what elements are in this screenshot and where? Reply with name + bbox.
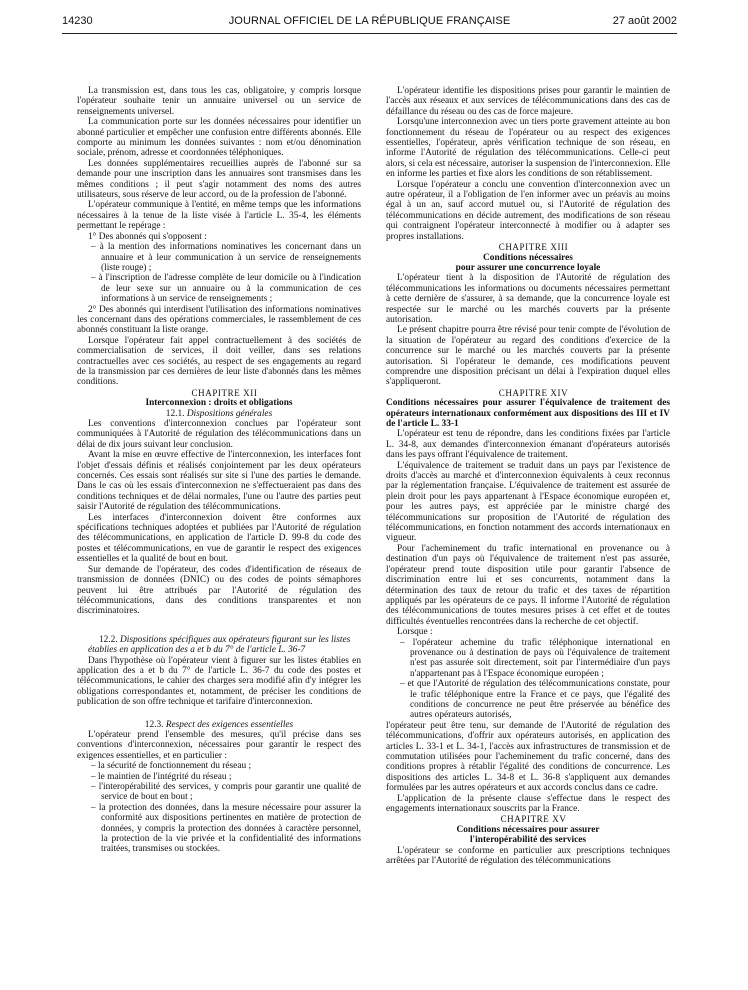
list-item: – le maintien de l'intégrité du réseau ; [91,771,232,782]
paragraph: L'opérateur tient à la disposition de l'Autorité de régulation des télécommunications les informations ou documents nécessaires permettant à cette dernière de s'assurer, à sa demande, que la concurrence loyale est respectée sur le marché ou les marchés couverts par la présente autorisation. [386,273,670,325]
page-number: 14230 [62,15,93,27]
paragraph: Lorsque l'opérateur fait appel contractuellement à des sociétés de commercialisation de services, il doit veiller, dans ses relations contractuelles avec ces sociétés, au respect de ses engagements au regard de la transmission par ces dernières de leur liste d'abonnés dans les mêmes conditions. [77,335,361,388]
paragraph: Pour l'acheminement du trafic international en provenance ou à destination d'un pays où l'équivalence de traitement n'est pas assurée, l'opérateur prend toute disposition utile pour garantir l'absence de discrimination entre lui et ses concurrents, notamment dans la détermination des taux de retour du trafic et des taxes de répartition appliqués par les opérateurs de ce pays. Il informe l'Autorité de régulation des télécommunications de toutes mesures prises à cet effet et de toutes difficultés éventuelles rencontrées dans la recherche de cet objectif. [386,543,670,627]
paragraph: Les conventions d'interconnexion conclues par l'opérateur sont communiquées à l'Autorité de régulation des télécommunications dans un délai de dix jours suivant leur conclusion. [77,419,361,450]
paragraph: L'application de la présente clause s'effectue dans le respect des engagements internationaux souscrits par la France. [386,793,670,815]
paragraph: L'opérateur se conforme en particulier aux prescriptions techniques arrêtées par l'Autorité de régulation des télécommunications [386,845,670,867]
paragraph: L'opérateur communique à l'entité, en même temps que les informations nécessaires à la tenue de la liste visée à l'article L. 35-4, les éléments permettant le repérage : [77,200,361,232]
paragraph: L'opérateur prend l'ensemble des mesures, qu'il précise dans ses conventions d'interconnexion, nécessaires pour garantir le respect des exigences essentielles, et en particulier : [77,729,361,761]
paragraph: 1° Des abonnés qui s'opposent : [88,231,207,242]
chapter-title: Interconnexion : droits et obligations [145,398,293,409]
section-heading [77,635,361,656]
paragraph: Le présent chapitre pourra être révisé pour tenir compte de l'évolution de la situation de l'opérateur au regard des conditions d'exercice de la concurrence sur le marché ou les marchés couverts par la présente autorisation. Si l'opérateur le demande, ces modifications peuvent comprendre une disposition précisant un délai à l'expiration duquel elles s'appliqueront. [386,325,670,388]
chapter-heading: CHAPITRE XIV [498,387,569,398]
paragraph: Les données supplémentaires recueillies auprès de l'abonné sur sa demande pour une inscription dans les annuaires sont transmises dans les mêmes conditions ; il peut s'agir notamment des noms des autres utilisateurs, sous réserve de leur accord, ou de la profession de l'abonné. [77,158,361,201]
paragraph: l'opérateur peut être tenu, sur demande de l'Autorité de régulation des télécommunications, d'offrir aux opérateurs autorisés, en application des articles L. 33-1 et L. 34-1, l'accès aux infrastructures de transmission et de commutation utilisées pour l'acheminement du trafic concerné, dans des conditions propres à rétablir l'égalité des conditions de concurrence. Les dispositions des articles L. 34-8 et L. 36-8 s'appliquent aux demandes formulées par les autres opérateurs et aux accords conclus dans ce cadre. [386,720,670,794]
section-number: 12.3. [144,719,164,730]
list-item: – la protection des données, dans la mesure nécessaire pour assurer la conformité aux dispositions pertinentes en matière de protection de données, y compris la protection des données à caractère personnel, la protection de la vie privée et la confidentialité des informations traitées, transmises ou stockées. [91,802,361,855]
paragraph: Lorsque : [397,627,433,638]
chapter-title: Conditions nécessaires [483,252,573,263]
chapter-title: Conditions nécessaires pour assurer [456,824,600,835]
list-item: – l'interopérabilité des services, y compris pour garantir une qualité de service de bout en bout ; [91,782,361,803]
left-column [77,86,361,855]
page-header [62,15,677,33]
section-number: 12.1. [165,408,185,419]
chapter-heading: CHAPITRE XII [191,387,258,398]
paragraph: Sur demande de l'opérateur, des codes d'identification de réseaux de transmission de données (DNIC) ou des codes de points sémaphores peuvent lui être attribués par l'Autorité de régulation des télécommunications, dans des conditions transparentes et non discriminatoires. [77,564,361,617]
chapter-heading: CHAPITRE XV [500,814,567,825]
section-heading [77,409,361,419]
paragraph: Les interfaces d'interconnexion doivent être conformes aux spécifications techniques adoptées et publiées par l'Autorité de régulation des télécommunications, en application de l'article D. 99-8 du code des postes et télécommunications, en vue de garantir le respect des exigences essentielles et la qualité de bout en bout. [77,512,361,565]
chapter-title-line-2: pour assurer une concurrence loyale [455,262,601,273]
paragraph: L'opérateur est tenu de répondre, dans les conditions fixées par l'article L. 34-8, aux demandes d'interconnexion émanant d'opérateurs autorisés dans les pays offrant l'équivalence de traitement. [386,429,670,461]
paragraph: La transmission est, dans tous les cas, obligatoire, y compris lorsque l'opérateur souhaite tenir un annuaire universel ou un service de renseignements universel. [77,86,361,117]
section-title: Respect des exigences essentielles [165,719,294,730]
paragraph: Dans l'hypothèse où l'opérateur vient à figurer sur les listes établies en application des a et b du 7° de l'article L. 36-7 du code des postes et télécommunications, le cahier des charges sera modifié afin d'y intégrer les obligations correspondantes et, notamment, de préciser les conditions de publication de son offre technique et tarifaire d'interconnexion. [77,655,361,708]
list-item: – à la mention des informations nominatives les concernant dans un annuaire et à leur communication à un service de renseignements (liste rouge) ; [91,242,361,273]
paragraph: Lorsque l'opérateur a conclu une convention d'interconnexion avec un autre opérateur, il a l'obligation de l'en informer avec un préavis au moins égal à un an, sauf accord mutuel ou, si l'Autorité de régulation des télécommunications en décide autrement, des modifications de son réseau qui contraignent l'opérateur interconnecté à modifier ou à adapter ses propres installations. [386,179,670,242]
section-title: Dispositions générales [186,408,273,419]
list-item: – l'opérateur achemine du trafic téléphonique international en provenance ou à destination de pays où l'équivalence de traitement n'est pas assurée soit directement, soit par l'intermédiaire d'un pays n'appartenant pas à l'Espace économique européen ; [400,637,670,679]
paragraph: L'équivalence de traitement se traduit dans un pays par l'existence de droits d'accès au marché et d'interconnexion équivalents à ceux reconnus par la réglementation française. L'équivalence de traitement est assurée de plein droit pour les pays appartenant à l'Espace économique européen et, pour les autres pays, est appréciée par le ministre chargé des télécommunications sur proposition de l'Autorité de régulation des télécommunications, en fonction notamment des accords internationaux en vigueur. [386,460,670,544]
paragraph: L'opérateur identifie les dispositions prises pour garantir le maintien de l'accès aux réseaux et aux services de télécommunications dans des cas de défaillance du réseau ou des cas de force majeure. [386,86,670,117]
section-number: 12.2. [99,634,118,645]
header-rule [62,33,677,34]
section-heading [77,720,361,730]
right-column [386,86,670,866]
chapter-title: Conditions nécessaires pour assurer l'équivalence de traitement des opérateurs internationaux conformément aux dispositions des III et IV de l'article L. 33-1 [386,398,670,429]
journal-title: JOURNAL OFFICIEL DE LA RÉPUBLIQUE FRANÇAISE [228,15,511,27]
paragraph: Lorsqu'une interconnexion avec un tiers porte gravement atteinte au bon fonctionnement du réseau de l'opérateur ou au respect des exigences essentielles, l'opérateur, après vérification technique de son réseau, en informe l'Autorité de régulation des télécommunications. Celle-ci peut alors, si cela est nécessaire, autoriser la suspension de l'interconnexion. Elle en informe les parties et fixe alors les conditions de son rétablissement. [386,117,670,180]
paragraph: La communication porte sur les données nécessaires pour identifier un abonné particulier et empêcher une confusion entre différents abonnés. Elle comporte au minimum les données suivantes : nom et/ou dénomination sociale, prénom, adresse et coordonnées téléphoniques. [77,117,361,159]
section-title: Dispositions spécifiques aux opérateurs figurant sur les listes établies en application des a et b du 7° de l'article L. 36-7 [88,634,351,656]
publication-date: 27 août 2002 [612,15,677,27]
chapter-title-line-2: l'interopérabilité des services [469,835,587,846]
paragraph: 2° Des abonnés qui interdisent l'utilisation des informations nominatives les concernant dans des opérations commerciales, le rassemblement de ces abonnés constituant la liste orange. [77,304,361,336]
list-item: – à l'inscription de l'adresse complète de leur domicile ou à l'indication de leur sexe sur un annuaire ou à la communication de ces informations à un service de renseignements ; [91,273,361,305]
chapter-heading: CHAPITRE XIII [498,242,569,253]
paragraph: Avant la mise en œuvre effective de l'interconnexion, les interfaces font l'objet d'essais définis et réalisés conjointement par les deux opérateurs concernés. Ces essais sont réalisés sur site si l'une des parties le demande. Dans le cas où les essais d'interconnexion ne s'effectueraient pas dans des conditions techniques et de délai normales, l'une ou l'autre des parties peut saisir l'Autorité de régulation des télécommunications. [77,450,361,513]
list-item: – la sécurité de fonctionnement du réseau ; [91,761,252,772]
list-item: – et que l'Autorité de régulation des télécommunications constate, pour le trafic téléphonique entre la France et ce pays, que l'égalité des conditions de concurrence ne peut être préservée au bénéfice des autres opérateurs autorisés, [400,679,670,721]
